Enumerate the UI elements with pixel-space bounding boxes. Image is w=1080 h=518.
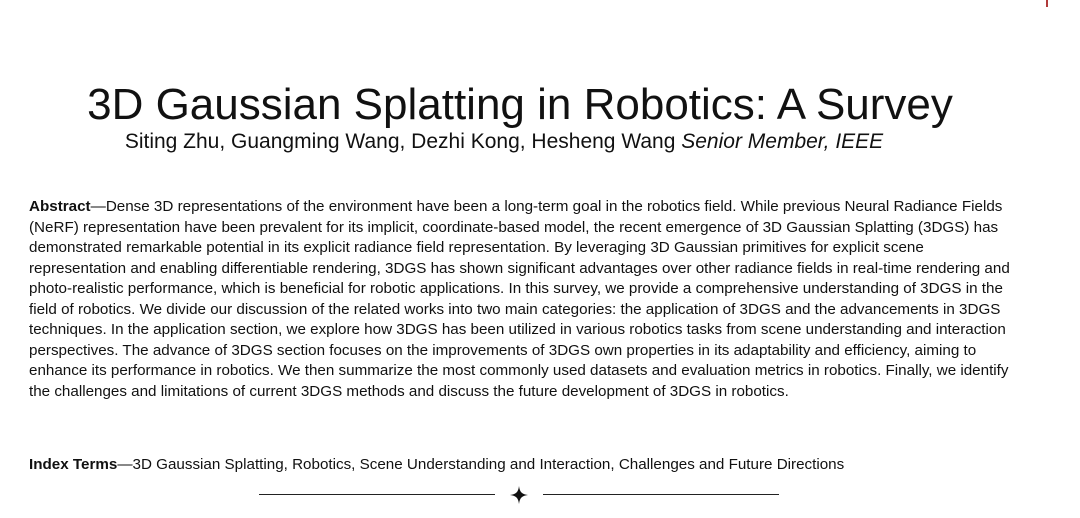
divider-rule-right <box>543 494 779 495</box>
paper-title: 3D Gaussian Splatting in Robotics: A Survey <box>87 80 953 130</box>
abstract <box>29 197 1019 402</box>
author-line <box>0 128 1008 156</box>
page-edge-mark <box>1046 0 1048 7</box>
index-terms-text: —3D Gaussian Splatting, Robotics, Scene Understanding and Interaction, Challenges and Future Directions <box>117 456 845 473</box>
author-names: Siting Zhu, Guangming Wang, Dezhi Kong, Hesheng Wang <box>124 130 676 153</box>
section-divider <box>259 483 779 507</box>
abstract-label: Abstract <box>29 198 91 215</box>
divider-rule-left <box>259 494 495 495</box>
four-point-star-icon <box>509 485 529 505</box>
index-terms-label: Index Terms <box>29 456 118 473</box>
abstract-text: —Dense 3D representations of the environment have been a long-term goal in the robotics field. While previous Neural Radiance Fields (NeRF) representation have been prevalent for its implicit, coordinate-based model, the recent emergence of 3D Gaussian Splatting (3DGS) has demonstrated remarkable potential in its explicit radiance field representation. By leveraging 3D Gaussian primitives for explicit scene representation and enabling differentiable rendering, 3DGS has shown significant advantages over other radiance fields in real-time rendering and photo-realistic performance, which is beneficial for robotic applications. In this survey, we provide a comprehensive understanding of 3DGS in the field of robotics. We divide our discussion of the related works into two main categories: the application of 3DGS and the advancements in 3DGS techniques. In the application section, we explore how 3DGS has been utilized in various robotics tasks from scene understanding and interaction perspectives. The advance of 3DGS section focuses on the improvements of 3DGS own properties in its adaptability and efficiency, aiming to enhance its performance in robotics. We then summarize the most commonly used datasets and evaluation metrics in robotics. Finally, we identify the challenges and limitations of current 3DGS methods and discuss the future development of 3DGS in robotics. <box>29 198 1010 400</box>
index-terms <box>29 455 1019 475</box>
author-affiliation: Senior Member, IEEE <box>681 130 884 153</box>
